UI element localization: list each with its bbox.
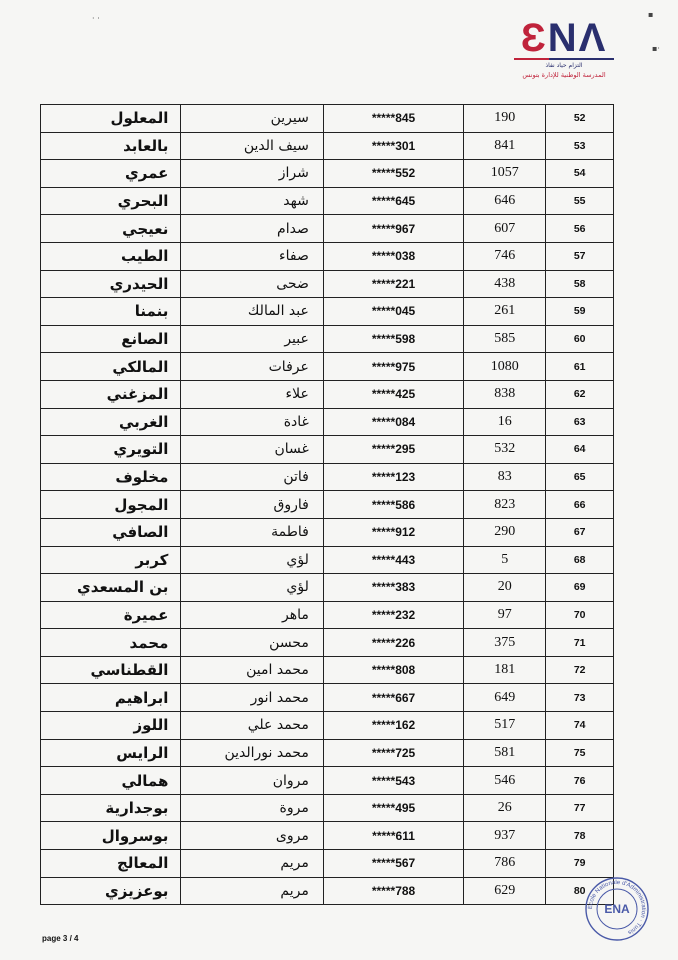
last-name-cell: المعالج xyxy=(41,850,181,878)
table-row xyxy=(41,353,614,381)
last-name-cell: بوعزيزي xyxy=(41,877,181,905)
id-cell: *****383 xyxy=(323,574,463,602)
first-name-cell: محمد امين xyxy=(181,656,323,684)
row-number-cell: 76 xyxy=(546,767,614,795)
id-cell: *****586 xyxy=(323,491,463,519)
id-cell: *****221 xyxy=(323,270,463,298)
id-cell: *****162 xyxy=(323,712,463,740)
row-number-cell: 55 xyxy=(546,187,614,215)
logo-mark: ƐNΛ xyxy=(520,16,608,60)
logo-subtitle: المدرسة الوطنية للإدارة بتونس xyxy=(522,71,606,79)
first-name-cell: عرفات xyxy=(181,353,323,381)
row-number-cell: 75 xyxy=(546,739,614,767)
last-name-cell: ابراهيم xyxy=(41,684,181,712)
score-cell: 97 xyxy=(464,601,546,629)
id-cell: *****045 xyxy=(323,298,463,326)
first-name-cell: علاء xyxy=(181,380,323,408)
row-number-cell: 59 xyxy=(546,298,614,326)
scan-speck: ▪· xyxy=(652,44,660,53)
last-name-cell: الرايس xyxy=(41,739,181,767)
row-number-cell: 77 xyxy=(546,794,614,822)
score-cell: 581 xyxy=(464,739,546,767)
last-name-cell: بالعابد xyxy=(41,132,181,160)
score-cell: 290 xyxy=(464,518,546,546)
last-name-cell: الصافي xyxy=(41,518,181,546)
stamp-center-text: ENA xyxy=(604,902,630,916)
table-row xyxy=(41,518,614,546)
table-row xyxy=(41,215,614,243)
id-cell: *****425 xyxy=(323,380,463,408)
first-name-cell: مريم xyxy=(181,850,323,878)
score-cell: 937 xyxy=(464,822,546,850)
last-name-cell: اللوز xyxy=(41,712,181,740)
last-name-cell: محمد xyxy=(41,629,181,657)
last-name-cell: همالي xyxy=(41,767,181,795)
table-row xyxy=(41,298,614,326)
table-row xyxy=(41,656,614,684)
score-cell: 20 xyxy=(464,574,546,602)
table-row xyxy=(41,601,614,629)
table-row xyxy=(41,712,614,740)
row-number-cell: 70 xyxy=(546,601,614,629)
last-name-cell: الصانع xyxy=(41,325,181,353)
id-cell: *****912 xyxy=(323,518,463,546)
table-row xyxy=(41,105,614,133)
first-name-cell: فاتن xyxy=(181,463,323,491)
score-cell: 649 xyxy=(464,684,546,712)
first-name-cell: ماهر xyxy=(181,601,323,629)
table-row xyxy=(41,546,614,574)
table-row xyxy=(41,877,614,905)
table-row xyxy=(41,794,614,822)
scan-speck: · · xyxy=(92,14,100,23)
id-cell: *****967 xyxy=(323,215,463,243)
first-name-cell: شهد xyxy=(181,187,323,215)
row-number-cell: 73 xyxy=(546,684,614,712)
id-cell: *****611 xyxy=(323,822,463,850)
first-name-cell: شراز xyxy=(181,160,323,188)
last-name-cell: بوسروال xyxy=(41,822,181,850)
first-name-cell: مريم xyxy=(181,877,323,905)
last-name-cell: المزغني xyxy=(41,380,181,408)
page-number: page 3 / 4 xyxy=(42,934,79,943)
row-number-cell: 54 xyxy=(546,160,614,188)
score-cell: 786 xyxy=(464,850,546,878)
table-row xyxy=(41,408,614,436)
id-cell: *****788 xyxy=(323,877,463,905)
table-row xyxy=(41,822,614,850)
id-cell: *****667 xyxy=(323,684,463,712)
id-cell: *****598 xyxy=(323,325,463,353)
first-name-cell: سيف الدين xyxy=(181,132,323,160)
first-name-cell: محمد انور xyxy=(181,684,323,712)
first-name-cell: مروة xyxy=(181,794,323,822)
last-name-cell: الغربي xyxy=(41,408,181,436)
table-row xyxy=(41,684,614,712)
first-name-cell: سيرين xyxy=(181,105,323,133)
official-stamp xyxy=(584,876,650,942)
row-number-cell: 65 xyxy=(546,463,614,491)
score-cell: 181 xyxy=(464,656,546,684)
id-cell: *****084 xyxy=(323,408,463,436)
last-name-cell: كربر xyxy=(41,546,181,574)
first-name-cell: صفاء xyxy=(181,242,323,270)
scan-speck: ▪ xyxy=(648,10,654,19)
row-number-cell: 63 xyxy=(546,408,614,436)
id-cell: *****567 xyxy=(323,850,463,878)
first-name-cell: محسن xyxy=(181,629,323,657)
results-table-body xyxy=(41,105,614,905)
score-cell: 5 xyxy=(464,546,546,574)
row-number-cell: 72 xyxy=(546,656,614,684)
score-cell: 838 xyxy=(464,380,546,408)
score-cell: 646 xyxy=(464,187,546,215)
row-number-cell: 71 xyxy=(546,629,614,657)
last-name-cell: الحيدري xyxy=(41,270,181,298)
first-name-cell: مروى xyxy=(181,822,323,850)
score-cell: 83 xyxy=(464,463,546,491)
score-cell: 1080 xyxy=(464,353,546,381)
id-cell: *****495 xyxy=(323,794,463,822)
id-cell: *****808 xyxy=(323,656,463,684)
row-number-cell: 74 xyxy=(546,712,614,740)
score-cell: 841 xyxy=(464,132,546,160)
first-name-cell: عبير xyxy=(181,325,323,353)
table-row xyxy=(41,132,614,160)
row-number-cell: 78 xyxy=(546,822,614,850)
score-cell: 532 xyxy=(464,436,546,464)
row-number-cell: 60 xyxy=(546,325,614,353)
score-cell: 261 xyxy=(464,298,546,326)
row-number-cell: 64 xyxy=(546,436,614,464)
last-name-cell: الطيب xyxy=(41,242,181,270)
id-cell: *****301 xyxy=(323,132,463,160)
last-name-cell: التويري xyxy=(41,436,181,464)
table-row xyxy=(41,463,614,491)
last-name-cell: المجول xyxy=(41,491,181,519)
id-cell: *****123 xyxy=(323,463,463,491)
row-number-cell: 69 xyxy=(546,574,614,602)
first-name-cell: مروان xyxy=(181,767,323,795)
last-name-cell: بنمنا xyxy=(41,298,181,326)
score-cell: 438 xyxy=(464,270,546,298)
score-cell: 629 xyxy=(464,877,546,905)
score-cell: 1057 xyxy=(464,160,546,188)
first-name-cell: فاطمة xyxy=(181,518,323,546)
score-cell: 26 xyxy=(464,794,546,822)
first-name-cell: غادة xyxy=(181,408,323,436)
last-name-cell: نعيجي xyxy=(41,215,181,243)
first-name-cell: لؤي xyxy=(181,546,323,574)
row-number-cell: 62 xyxy=(546,380,614,408)
table-row xyxy=(41,491,614,519)
stamp-ring-text: Ecole Nationale d'Administration · Tunis xyxy=(587,879,647,936)
row-number-cell: 67 xyxy=(546,518,614,546)
row-number-cell: 80 xyxy=(546,877,614,905)
score-cell: 585 xyxy=(464,325,546,353)
id-cell: *****226 xyxy=(323,629,463,657)
table-row xyxy=(41,767,614,795)
score-cell: 746 xyxy=(464,242,546,270)
score-cell: 375 xyxy=(464,629,546,657)
row-number-cell: 66 xyxy=(546,491,614,519)
last-name-cell: البحري xyxy=(41,187,181,215)
id-cell: *****645 xyxy=(323,187,463,215)
table-row xyxy=(41,436,614,464)
last-name-cell: عميرة xyxy=(41,601,181,629)
table-row xyxy=(41,739,614,767)
score-cell: 16 xyxy=(464,408,546,436)
id-cell: *****975 xyxy=(323,353,463,381)
first-name-cell: غسان xyxy=(181,436,323,464)
id-cell: *****552 xyxy=(323,160,463,188)
last-name-cell: المعلول xyxy=(41,105,181,133)
table-row xyxy=(41,187,614,215)
table-row xyxy=(41,380,614,408)
row-number-cell: 53 xyxy=(546,132,614,160)
school-logo xyxy=(508,18,620,79)
first-name-cell: محمد نورالدين xyxy=(181,739,323,767)
last-name-cell: المالكي xyxy=(41,353,181,381)
logo-tagline: التزام حياد نفاذ xyxy=(545,62,583,69)
last-name-cell: مخلوف xyxy=(41,463,181,491)
table-row xyxy=(41,850,614,878)
table-row xyxy=(41,629,614,657)
score-cell: 190 xyxy=(464,105,546,133)
row-number-cell: 61 xyxy=(546,353,614,381)
table-row xyxy=(41,270,614,298)
last-name-cell: عمري xyxy=(41,160,181,188)
first-name-cell: عبد المالك xyxy=(181,298,323,326)
row-number-cell: 52 xyxy=(546,105,614,133)
score-cell: 823 xyxy=(464,491,546,519)
first-name-cell: صدام xyxy=(181,215,323,243)
last-name-cell: بوجدارية xyxy=(41,794,181,822)
table-row xyxy=(41,325,614,353)
table-row xyxy=(41,574,614,602)
first-name-cell: محمد علي xyxy=(181,712,323,740)
last-name-cell: بن المسعدي xyxy=(41,574,181,602)
id-cell: *****725 xyxy=(323,739,463,767)
id-cell: *****845 xyxy=(323,105,463,133)
table-row xyxy=(41,242,614,270)
id-cell: *****295 xyxy=(323,436,463,464)
row-number-cell: 57 xyxy=(546,242,614,270)
first-name-cell: لؤي xyxy=(181,574,323,602)
row-number-cell: 56 xyxy=(546,215,614,243)
table-row xyxy=(41,160,614,188)
id-cell: *****543 xyxy=(323,767,463,795)
first-name-cell: فاروق xyxy=(181,491,323,519)
score-cell: 546 xyxy=(464,767,546,795)
id-cell: *****038 xyxy=(323,242,463,270)
id-cell: *****232 xyxy=(323,601,463,629)
last-name-cell: القطناسي xyxy=(41,656,181,684)
row-number-cell: 79 xyxy=(546,850,614,878)
row-number-cell: 68 xyxy=(546,546,614,574)
row-number-cell: 58 xyxy=(546,270,614,298)
id-cell: *****443 xyxy=(323,546,463,574)
results-table xyxy=(40,104,614,905)
first-name-cell: ضحى xyxy=(181,270,323,298)
score-cell: 607 xyxy=(464,215,546,243)
score-cell: 517 xyxy=(464,712,546,740)
